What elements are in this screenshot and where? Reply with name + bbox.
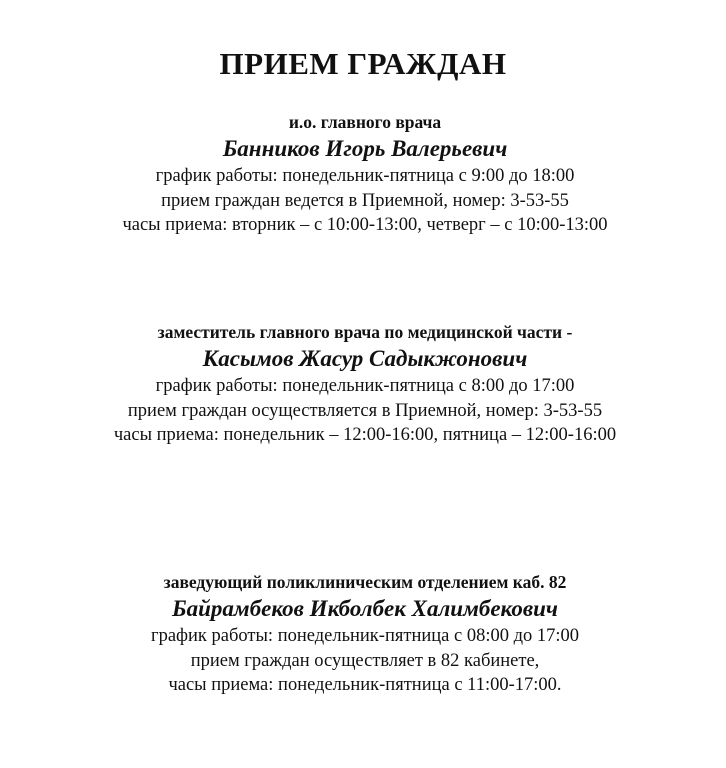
role-title: заместитель главного врача по медицинской части - [157,322,573,342]
role-title: заведующий поликлиническим отделением каб. 82 [163,572,567,592]
reception-info: прием граждан осуществляется в Приемной, номер: 3-53-55 [127,400,603,421]
work-schedule: график работы: понедельник-пятница с 9:00 до 18:00 [155,166,575,186]
person-name: Байрамбеков Икболбек Халимбекович [172,596,558,621]
work-schedule: график работы: понедельник-пятница с 08:00 до 17:00 [150,626,580,646]
reception-info: прием граждан ведется в Приемной, номер: 3-53-55 [161,190,569,211]
person-name: Касымов Жасур Садыкжонович [202,346,528,371]
section-chief-physician [60,110,670,238]
reception-hours: часы приема: понедельник-пятница с 11:00-17:00. [168,675,562,695]
person-name: Банников Игорь Валерьевич [222,136,508,161]
reception-hours: часы приема: понедельник – 12:00-16:00, пятница – 12:00-16:00 [113,425,617,445]
work-schedule: график работы: понедельник-пятница с 8:00 до 17:00 [155,376,575,396]
section-deputy-chief-physician [60,320,670,448]
section-polyclinic-head [60,570,670,698]
reception-hours: часы приема: вторник – с 10:00-13:00, четверг – с 10:00-13:00 [122,215,608,235]
reception-info: прием граждан осуществляет в 82 кабинете, [190,650,540,671]
role-title: и.о. главного врача [288,112,442,132]
page-title: ПРИЕМ ГРАЖДАН [219,46,507,81]
